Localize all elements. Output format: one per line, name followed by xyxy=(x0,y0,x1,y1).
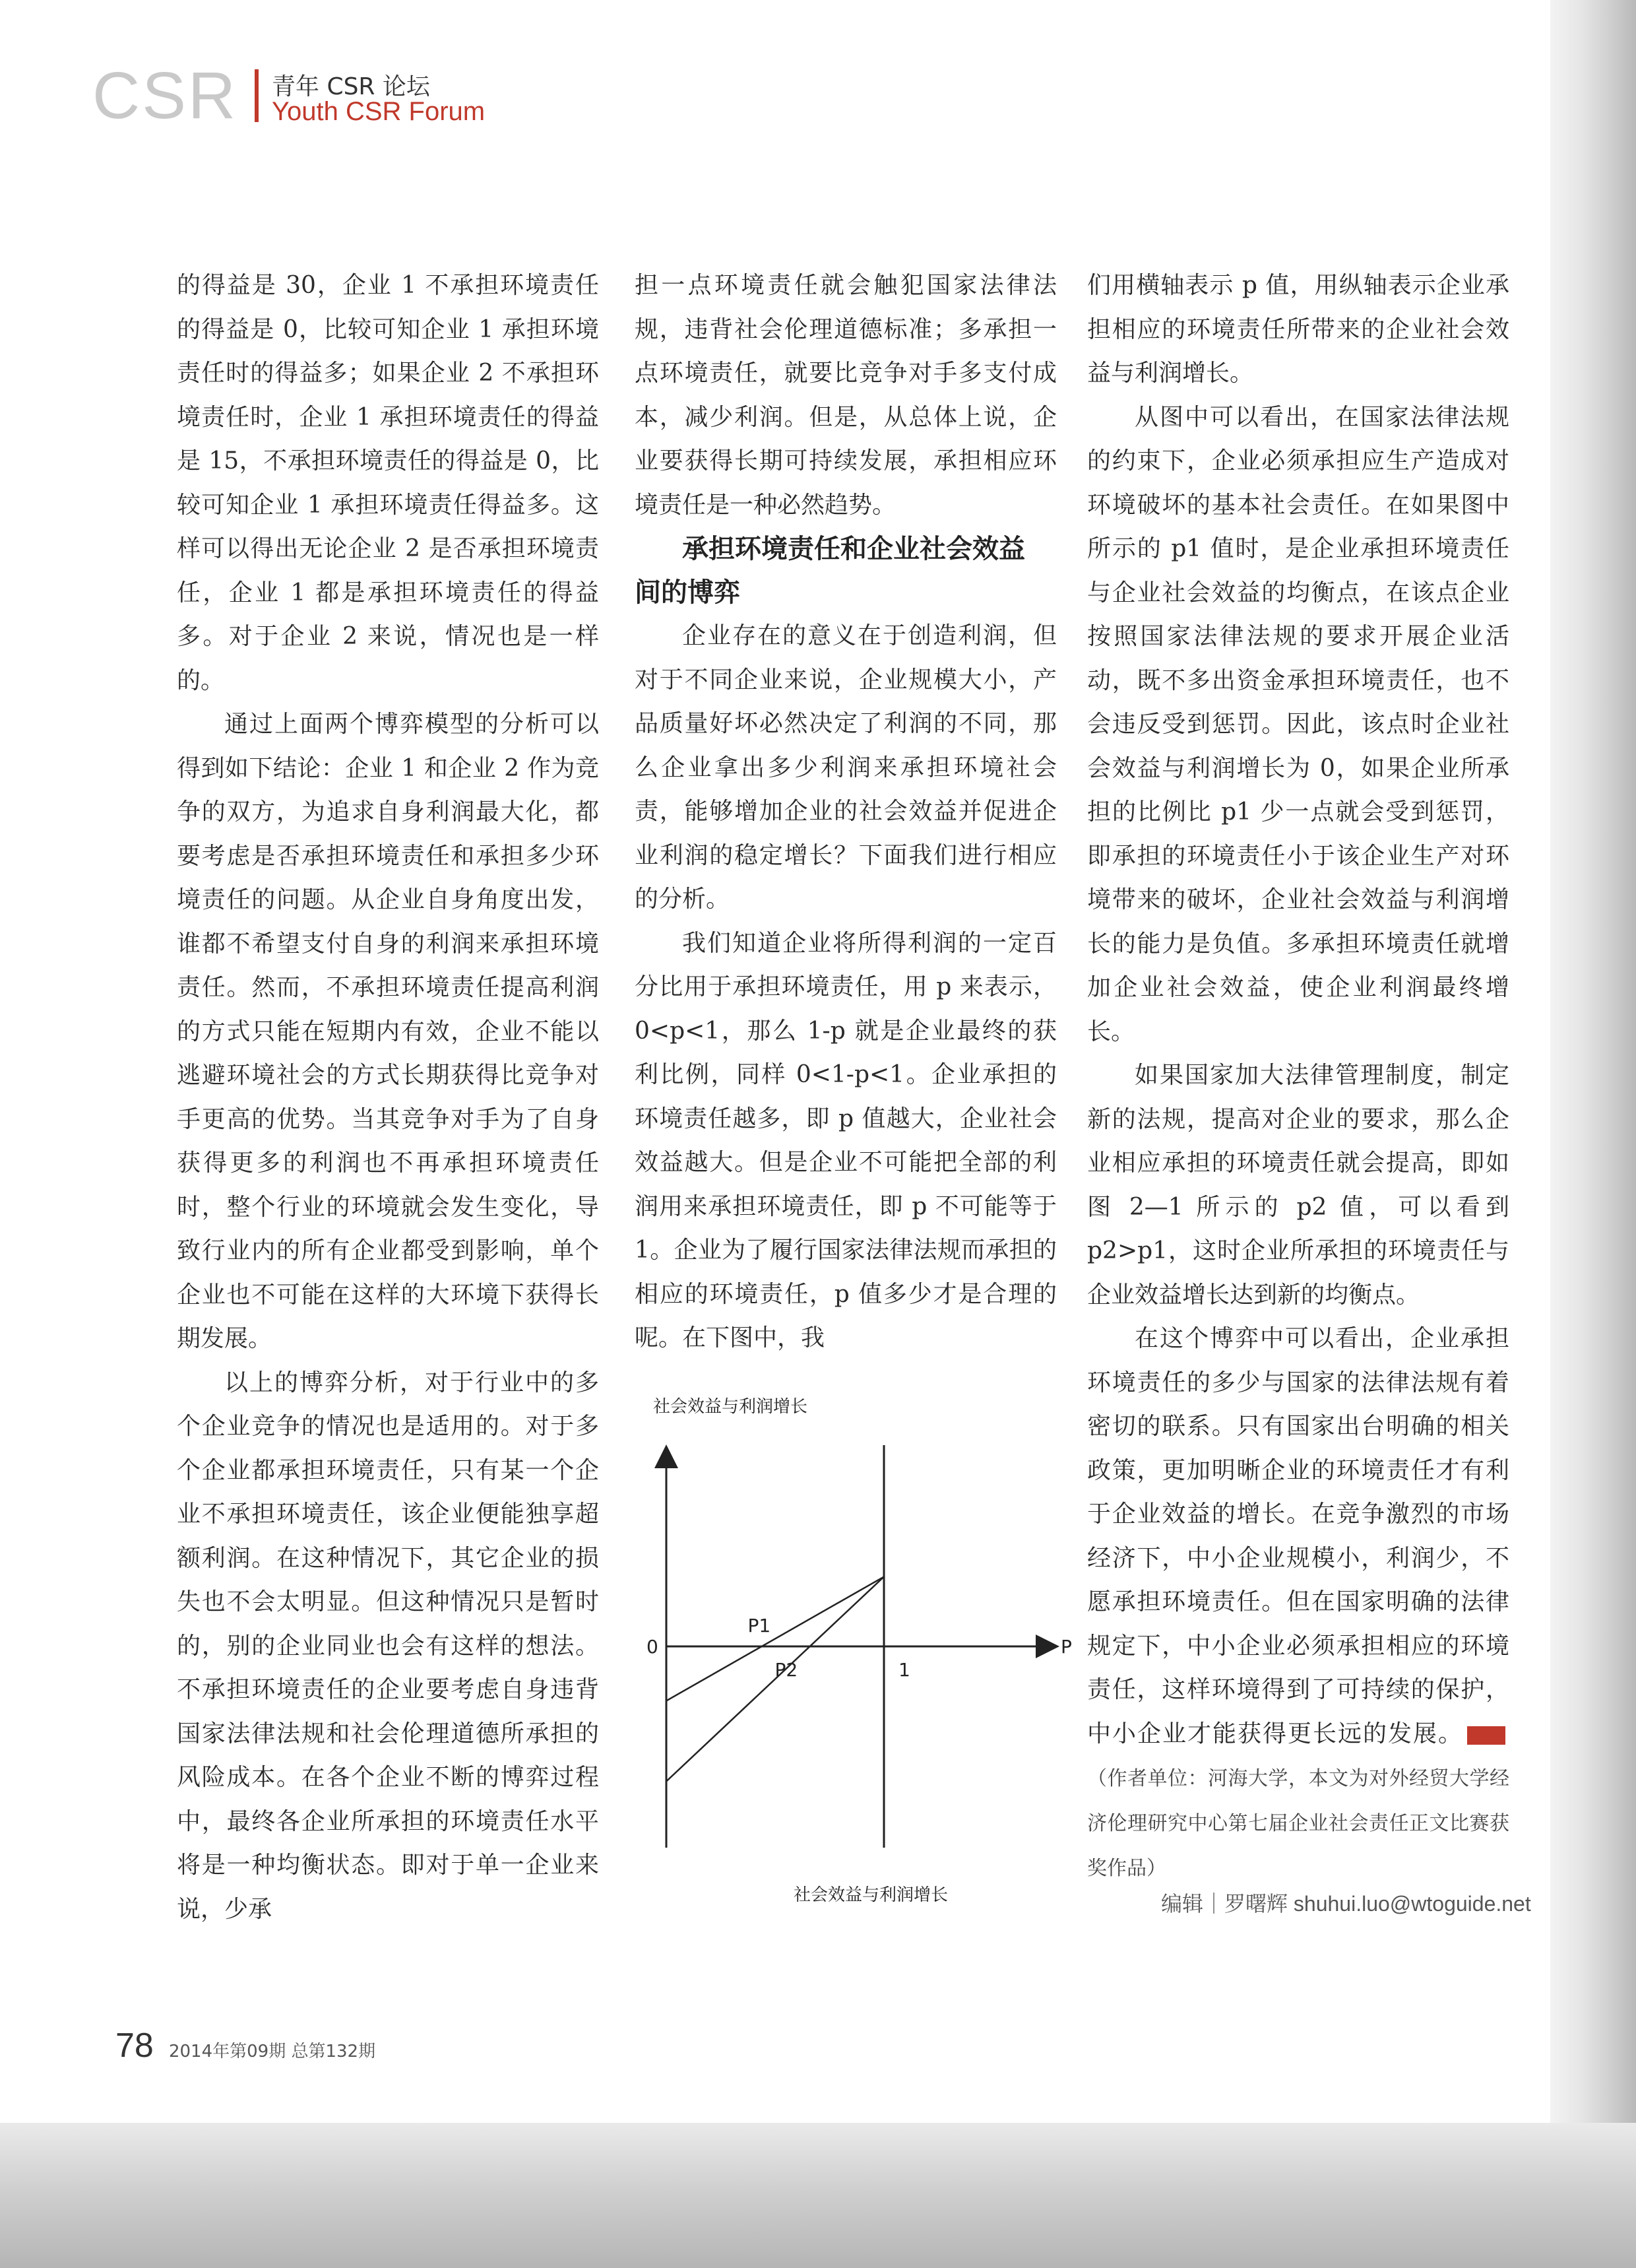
paragraph: 以上的博弈分析，对于行业中的多个企业竞争的情况也是适用的。对于多个企业都承担环境责任，只有某一个企业不承担环境责任，该企业便能独享超额利润。在这种情况下，其它企业的损失也不会太明显。但这种情况只是暂时的，别的企业同业也会有这样的想法。不承担环境责任的企业要考虑自身违背国家法律法规和社会伦理道德所承担的风险成本。在各个企业不断的博弈过程中，最终各企业所承担的环境责任水平将是一种均衡状态。即对于单一企业来说，少承 xyxy=(177,1369,599,1923)
column-left xyxy=(177,264,599,1931)
paragraph: 如果国家加大法律管理制度，制定新的法规，提高对企业的要求，那么企业相应承担的环境责任就会提高，即如图 2—1 所示的 p2 值，可以看到 p2>p1，这时企业所承担的环境责任与企业效益增长达到新的均衡点。 xyxy=(1087,1062,1509,1309)
paragraph-text: 在这个博弈中可以看出，企业承担环境责任的多少与国家的法律法规有着密切的联系。只有国家出台明确的相关政策，更加明晰企业的环境责任才有利于企业效益的增长。在竞争激烈的市场经济下，中小企业规模小，利润少，不愿承担环境责任。但在国家明确的法律规定下，中小企业必须承担相应的环境责任，这样环境得到了可持续的保护，中小企业才能获得更长远的发展。 xyxy=(1087,1325,1509,1747)
editor-line: 编辑｜罗曙辉 shuhui.luo@wtoguide.net xyxy=(1161,1892,1531,1916)
section-heading xyxy=(635,527,1057,614)
paragraph: 的得益是 30，企业 1 不承担环境责任的得益是 0，比较可知企业 1 承担环境责任时的得益多；如果企业 2 不承担环境责任时，企业 1 承担环境责任的得益是 15，不承担环境责任的得益是 0，比较可知企业 1 承担环境责任得益多。这样可以得出无论企业 2 是否承担环境责任，企业 1 都是承担环境责任的得益多。对于企业 2 来说，情况也是一样的。 xyxy=(177,272,599,694)
scan-bottom-shadow xyxy=(0,2123,1636,2268)
paragraph: 我们知道企业将所得利润的一定百分比用于承担环境责任，用 p 来表示，0<p<1，那么 1-p 就是企业最终的获利比例，同样 0<1-p<1。企业承担的环境责任越多，即 p 值越大，企业社会效益越大。但是企业不可能把全部的利润用来承担环境责任，即 p 不可能等于 1。企业为了履行国家法律法规而承担的相应的环境责任，p 值多少才是合理的呢。在下图中，我 xyxy=(635,929,1057,1351)
section-name-cn: 青年 CSR 论坛 xyxy=(272,73,430,100)
paragraph: 从图中可以看出，在国家法律法规的约束下，企业必须承担应生产造成对环境破坏的基本社会责任。在如果图中所示的 p1 值时，是企业承担环境责任与企业社会效益的均衡点，在该点企业按照国家法律法规的要求开展企业活动，既不多出资金承担环境责任，也不会违反受到惩罚。因此，该点时企业社会效益与利润增长为 0，如果企业所承担的比例比 p1 少一点就会受到惩罚，即承担的环境责任小于该企业生产对环境带来的破坏，企业社会效益与利润增长的能力是负值。多承担环境责任就增加企业社会效益，使企业利润最终增长。 xyxy=(1087,403,1509,1045)
csr-logo: CSR xyxy=(92,59,238,133)
section-heading-line: 间的博弈 xyxy=(635,577,740,608)
wto-logo-icon: WTO xyxy=(1467,1726,1505,1745)
paragraph: 们用横轴表示 p 值，用纵轴表示企业承担相应的环境责任所带来的企业社会效益与利润增长。 xyxy=(1087,272,1509,387)
y-axis-label: 社会效益与利润增长 xyxy=(653,1397,808,1417)
author-credit: （作者单位：河海大学，本文为对外经贸大学经济伦理研究中心第七届企业社会责任正文比赛获奖作品） xyxy=(1087,1767,1509,1880)
x-axis-label: 社会效益与利润增长 xyxy=(793,1885,949,1905)
axis-end-label: P xyxy=(1061,1636,1072,1658)
page-number: 78 xyxy=(115,2026,154,2065)
column-right xyxy=(1087,264,1542,1891)
tick-label: 1 xyxy=(898,1659,910,1681)
series-line xyxy=(666,1576,884,1701)
paragraph: 通过上面两个博弈模型的分析可以得到如下结论：企业 1 和企业 2 作为竞争的双方，为追求自身利润最大化，都要考虑是否承担环境责任和承担多少环境责任的问题。从企业自身角度出发，谁都不希望支付自身的利润来承担环境责任。然而，不承担环境责任提高利润的方式只能在短期内有效，企业不能以逃避环境社会的方式长期获得比竞争对手更高的优势。当其竞争对手为了自身获得更多的利润也不再承担环境责任时，整个行业的环境就会发生变化，导致行业内的所有企业都受到影响，单个企业也不可能在这样的大环境下获得长期发展。 xyxy=(177,711,599,1352)
paragraph: 企业存在的意义在于创造利润，但对于不同企业来说，企业规模大小，产品质量好坏必然决定了利润的不同，那么企业拿出多少利润来承担环境社会责，能够增加企业的社会效益并促进企业利润的稳定增长？下面我们进行相应的分析。 xyxy=(635,622,1057,913)
logo-divider xyxy=(255,69,259,122)
column-middle xyxy=(635,264,1057,1361)
page-footer xyxy=(115,2026,375,2065)
issue-info: 2014年第09期 总第132期 xyxy=(168,2042,376,2061)
game-chart xyxy=(633,1386,1108,1940)
p2-label: P2 xyxy=(774,1659,798,1681)
section-name-en: Youth CSR Forum xyxy=(272,97,486,126)
p1-label: P1 xyxy=(747,1615,771,1636)
page-edge-shadow xyxy=(1550,0,1636,2268)
section-heading-line: 承担环境责任和企业社会效益 xyxy=(682,534,1025,564)
origin-label: 0 xyxy=(646,1636,658,1658)
paragraph xyxy=(1087,1317,1542,1891)
paragraph: 担一点环境责任就会触犯国家法律法规，违背社会伦理道德标准；多承担一点环境责任，就要比竞争对手多支付成本，减少利润。但是，从总体上说，企业要获得长期可持续发展，承担相应环境责任是一种必然趋势。 xyxy=(635,272,1057,519)
